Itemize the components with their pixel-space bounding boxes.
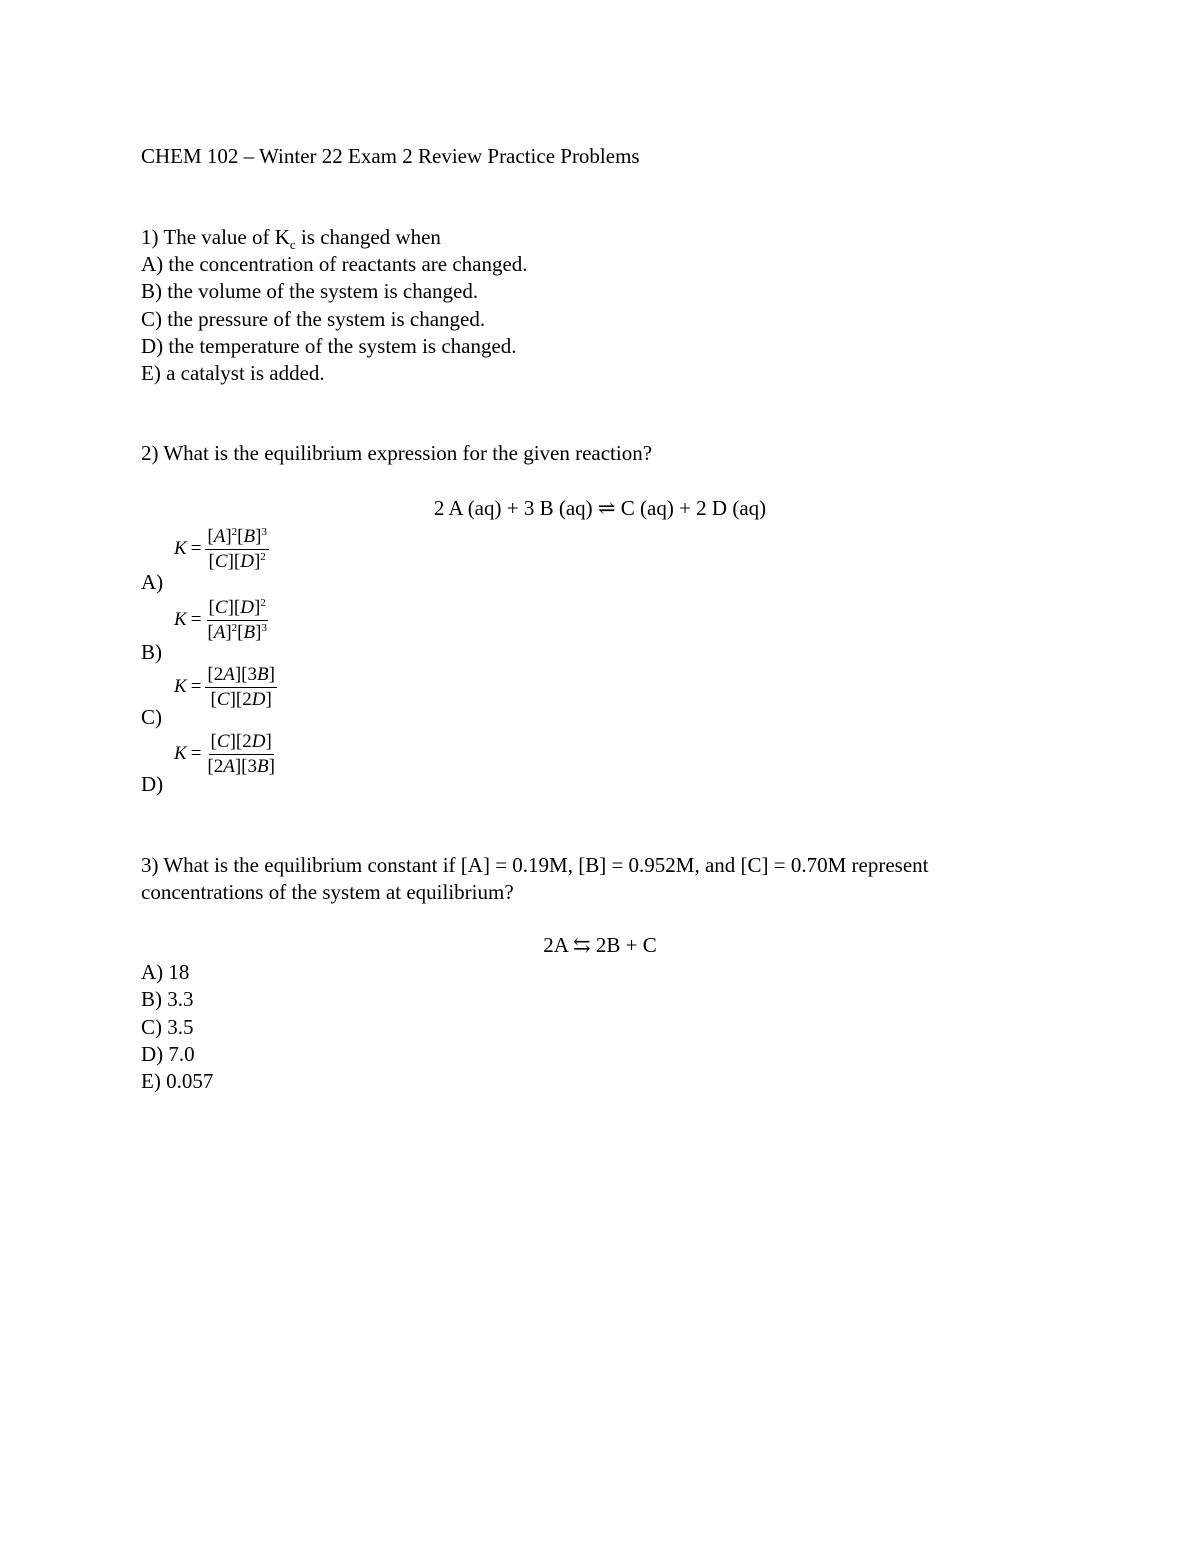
question-2-option-a-expression (174, 527, 269, 572)
denominator: [C][2D] (210, 688, 272, 710)
question-1-stem (141, 227, 441, 251)
k-symbol: K (174, 538, 187, 560)
question-3-reaction: 2A ⇆ 2B + C (543, 933, 657, 957)
question-1-stem-post: is changed when (295, 225, 441, 249)
equals-sign: = (190, 538, 202, 560)
equals-sign: = (190, 609, 202, 631)
question-2-option-a-label: A) (141, 570, 164, 594)
fraction (205, 598, 269, 643)
question-3-option-e: E) 0.057 (141, 1069, 214, 1093)
question-2-option-c-expression (174, 665, 277, 710)
document-title: CHEM 102 – Winter 22 Exam 2 Review Practice Problems (141, 144, 640, 168)
question-2-option-c-label: C) (141, 705, 162, 729)
question-1-stem-pre: 1) The value of K (141, 225, 290, 249)
question-2-option-b-expression (174, 598, 269, 643)
equals-sign: = (190, 743, 202, 765)
question-1-option-e: E) a catalyst is added. (141, 361, 325, 385)
question-2-reaction: 2 A (aq) + 3 B (aq) ⇌ C (aq) + 2 D (aq) (433, 496, 767, 520)
numerator: $[A]^2[B]^3$ (205, 527, 269, 550)
question-2-option-d-expression (174, 732, 277, 777)
question-2-option-d-label: D) (141, 772, 164, 796)
question-3-option-c: C) 3.5 (141, 1015, 194, 1039)
question-2-option-b-label: B) (141, 640, 162, 664)
question-3-option-b: B) 3.3 (141, 987, 194, 1011)
question-3-stem-line-1: 3) What is the equilibrium constant if [A] = 0.19M, [B] = 0.952M, and [C] = 0.70M represent (141, 853, 929, 877)
numerator: [C][2D] (209, 732, 274, 755)
denominator: $[A]^2[B]^3$ (207, 621, 267, 643)
fraction (205, 732, 277, 777)
question-1-option-b: B) the volume of the system is changed. (141, 279, 479, 303)
question-1-stem-sub: c (289, 237, 296, 253)
question-3-option-d: D) 7.0 (141, 1042, 195, 1066)
fraction (205, 665, 277, 710)
denominator: $[C][D]^2$ (208, 550, 266, 572)
k-symbol: K (174, 743, 187, 765)
question-3-option-a: A) 18 (141, 960, 190, 984)
question-2-stem: 2) What is the equilibrium expression for the given reaction? (141, 441, 653, 465)
fraction (205, 527, 269, 572)
equals-sign: = (190, 676, 202, 698)
question-1-option-c: C) the pressure of the system is changed. (141, 307, 486, 331)
question-1-option-a: A) the concentration of reactants are changed. (141, 252, 528, 276)
question-3-stem-line-2: concentrations of the system at equilibrium? (141, 880, 514, 904)
question-1-option-d: D) the temperature of the system is changed. (141, 334, 517, 358)
denominator: [2A][3B] (207, 755, 275, 777)
k-symbol: K (174, 676, 187, 698)
numerator: [2A][3B] (205, 665, 277, 688)
k-symbol: K (174, 609, 187, 631)
numerator: $[C][D]^2$ (207, 598, 268, 621)
